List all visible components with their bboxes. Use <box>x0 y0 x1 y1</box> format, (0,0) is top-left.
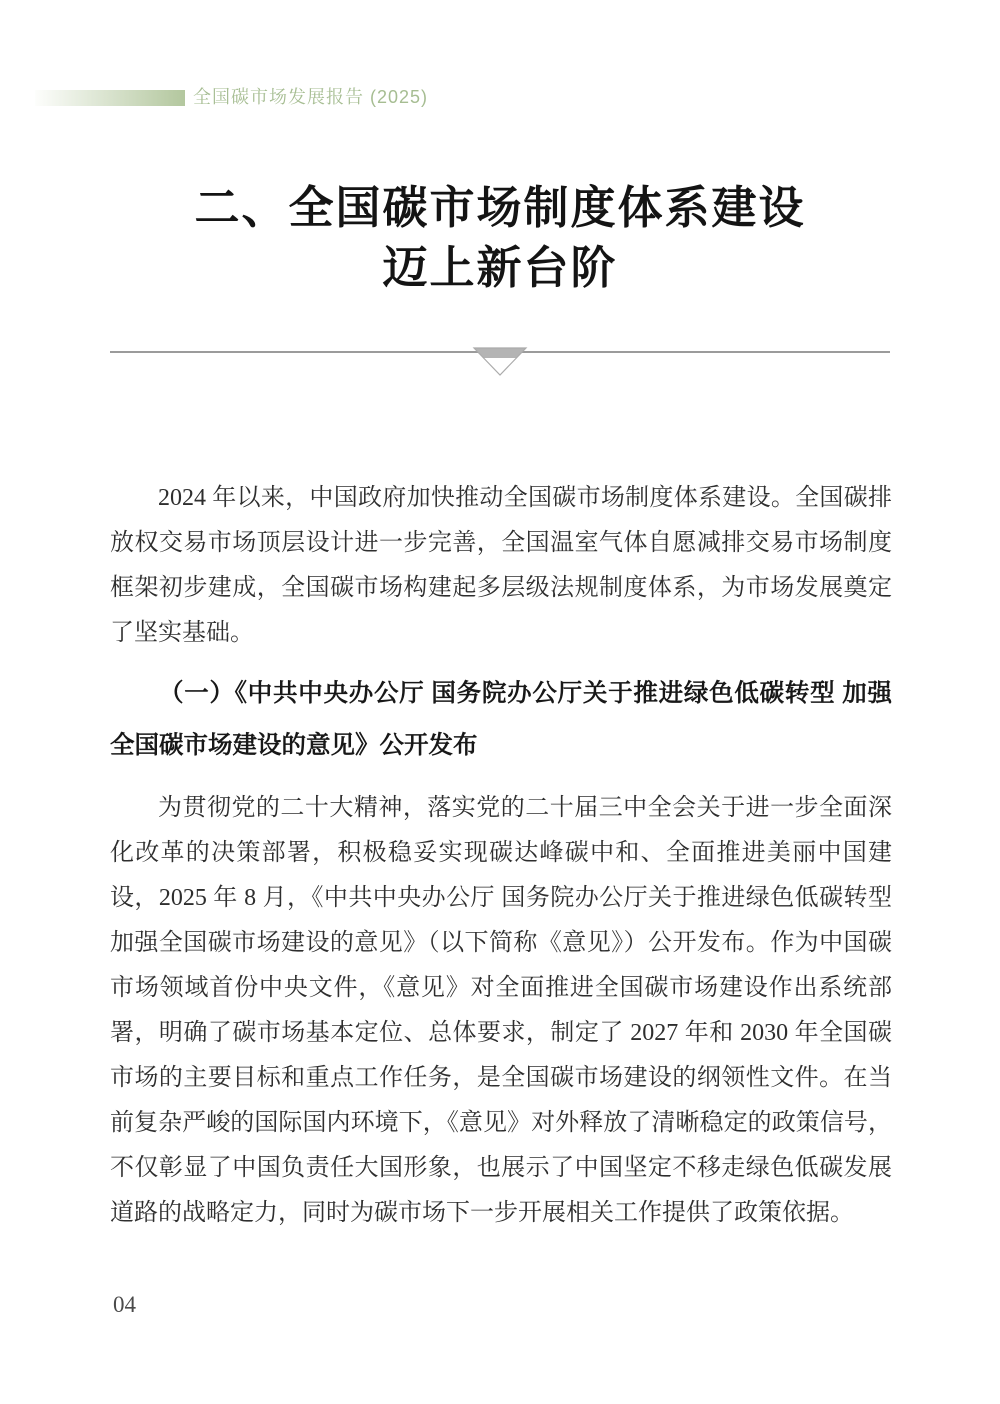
section-1-heading: （一）《中共中央办公厅 国务院办公厅关于推进绿色低碳转型 加强全国碳市场建设的意见》公开发布 <box>110 680 892 760</box>
paragraph-section-1: 为贯彻党的二十大精神，落实党的二十届三中全会关于进一步全面深化改革的决策部署，积极稳妥实现碳达峰碳中和、全面推进美丽中国建设，2025 年 8 月，《中共中央办公厅 国务院办公厅关于推进绿色低碳转型 加强全国碳市场建设的意见》（以下简称《意见》）公开发布。作为中国碳市场领域首份中央文件，《意见》对全面推进全国碳市场建设作出系统部署，明确了碳市场基本定位、总体要求，制定了 2027 年和 2030 年全国碳市场的主要目标和重点工作任务，是全国碳市场建设的纲领性文件。在当前复杂严峻的国际国内环境下，《意见》对外释放了清晰稳定的政策信号，不仅彰显了中国负责任大国形象，也展示了中国坚定不移走绿色低碳发展道路的战略定力，同时为碳市场下一步开展相关工作提供了政策依据。 <box>110 795 892 1226</box>
paragraph-intro: 2024 年以来，中国政府加快推动全国碳市场制度体系建设。全国碳排放权交易市场顶层设计进一步完善，全国温室气体自愿减排交易市场制度框架初步建成，全国碳市场构建起多层级法规制度体系，为市场发展奠定了坚实基础。 <box>110 485 892 646</box>
header-gradient-bar <box>35 90 185 106</box>
page-number: 04 <box>113 1292 136 1317</box>
down-triangle-icon <box>468 344 532 378</box>
chapter-title <box>0 178 1000 298</box>
running-header-title: 全国碳市场发展报告 (2025) <box>193 87 429 107</box>
chapter-title-line2: 迈上新台阶 <box>382 243 618 293</box>
chapter-title-line1: 二、全国碳市场制度体系建设 <box>194 183 806 233</box>
